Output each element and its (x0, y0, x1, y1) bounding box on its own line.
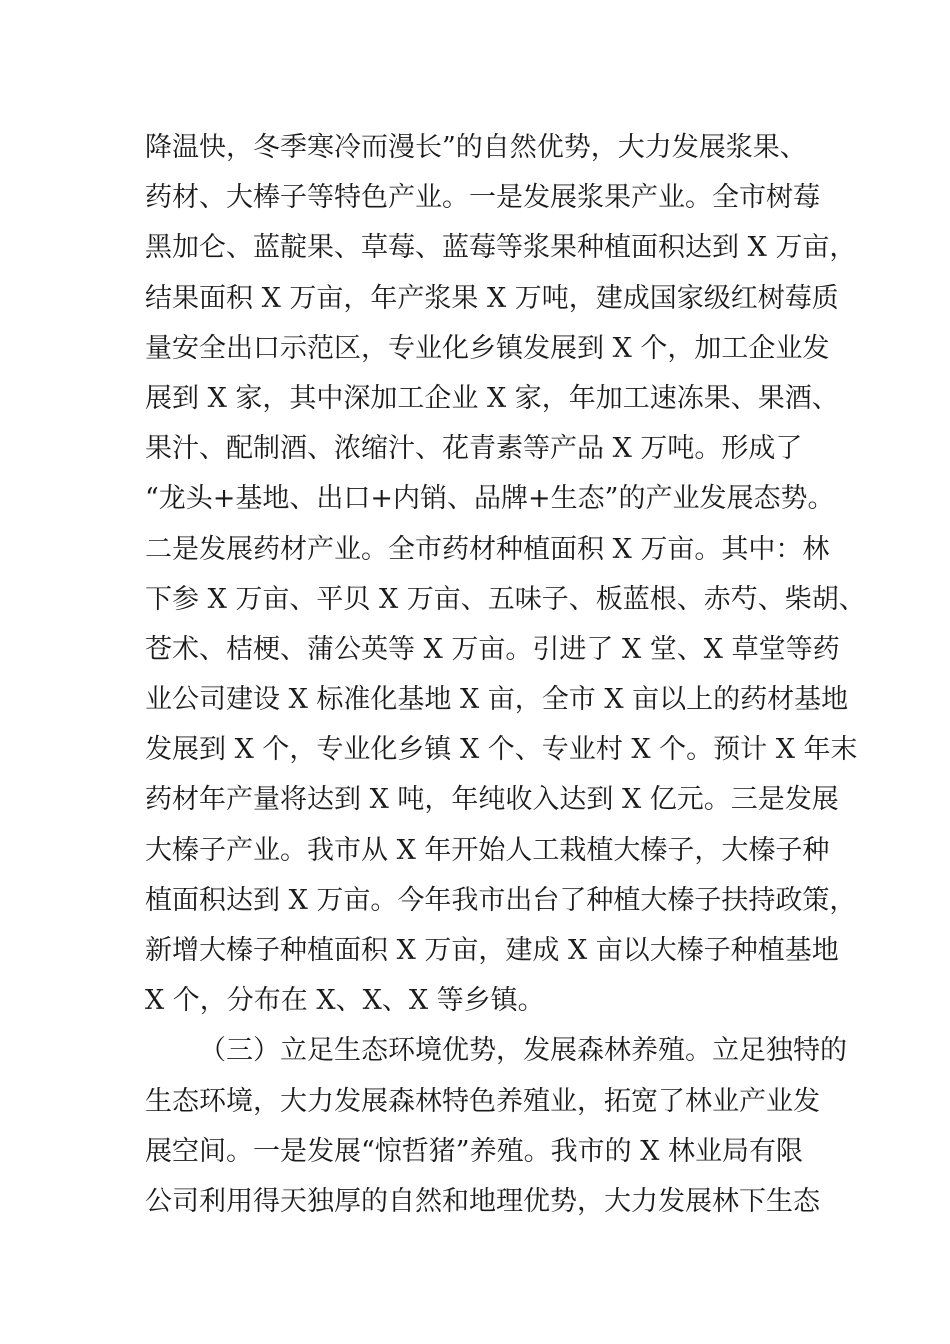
text-line: 量安全出口示范区，专业化乡镇发展到 X 个，加工企业发 (145, 332, 830, 364)
text-line: “龙头+基地、出口+内销、品牌+生态”的产业发展态势。 (145, 483, 835, 515)
text-line: 降温快，冬季寒冷而漫长”的自然优势，大力发展浆果、 (145, 132, 807, 163)
text-line: 果汁、配制酒、浓缩汁、花青素等产品 X 万吨。形成了 (145, 433, 803, 465)
text-line: 发展到 X 个，专业化乡镇 X 个、专业村 X 个。预计 X 年末 (145, 734, 858, 766)
text-line: 展空间。一是发展“惊哲猪”养殖。我市的 X 林业局有限 (145, 1135, 803, 1167)
section-heading-line: （三）立足生态环境优势，发展森林养殖。立足独特的 (199, 1035, 847, 1067)
text-line: 新增大榛子种植面积 X 万亩，建成 X 亩以大榛子种植基地 (145, 935, 839, 966)
text-line: 业公司建设 X 标准化基地 X 亩，全市 X 亩以上的药材基地 (145, 684, 849, 716)
text-line: 植面积达到 X 万亩。今年我市出台了种植大榛子扶持政策， (145, 884, 857, 916)
text-line: 下参 X 万亩、平贝 X 万亩、五味子、板蓝根、赤芍、柴胡、 (145, 583, 866, 615)
text-line: X 个，分布在 X、X、X 等乡镇。 (145, 985, 545, 1017)
text-line: 苍术、桔梗、蒲公英等 X 万亩。引进了 X 堂、X 草堂等药 (145, 633, 840, 665)
text-line: 结果面积 X 万亩，年产浆果 X 万吨，建成国家级红树莓质 (145, 282, 839, 314)
text-line: 药材、大棒子等特色产业。一是发展浆果产业。全市树莓 (145, 182, 820, 214)
text-line: 生态环境，大力发展森林特色养殖业，拓宽了林业产业发 (145, 1085, 820, 1117)
text-line: 公司利用得天独厚的自然和地理优势，大力发展林下生态 (145, 1185, 820, 1217)
body-text (145, 123, 866, 1227)
text-line: 展到 X 家，其中深加工企业 X 家，年加工速冻果、果酒、 (145, 382, 839, 414)
text-line: 药材年产量将达到 X 吨，年纯收入达到 X 亿元。三是发展 (145, 784, 839, 816)
text-line: 黑加仑、蓝靛果、草莓、蓝莓等浆果种植面积达到 X 万亩， (145, 232, 857, 264)
text-line: 大榛子产业。我市从 X 年开始人工栽植大榛子，大榛子种 (145, 834, 830, 866)
text-line: 二是发展药材产业。全市药材种植面积 X 万亩。其中：林 (145, 533, 830, 565)
